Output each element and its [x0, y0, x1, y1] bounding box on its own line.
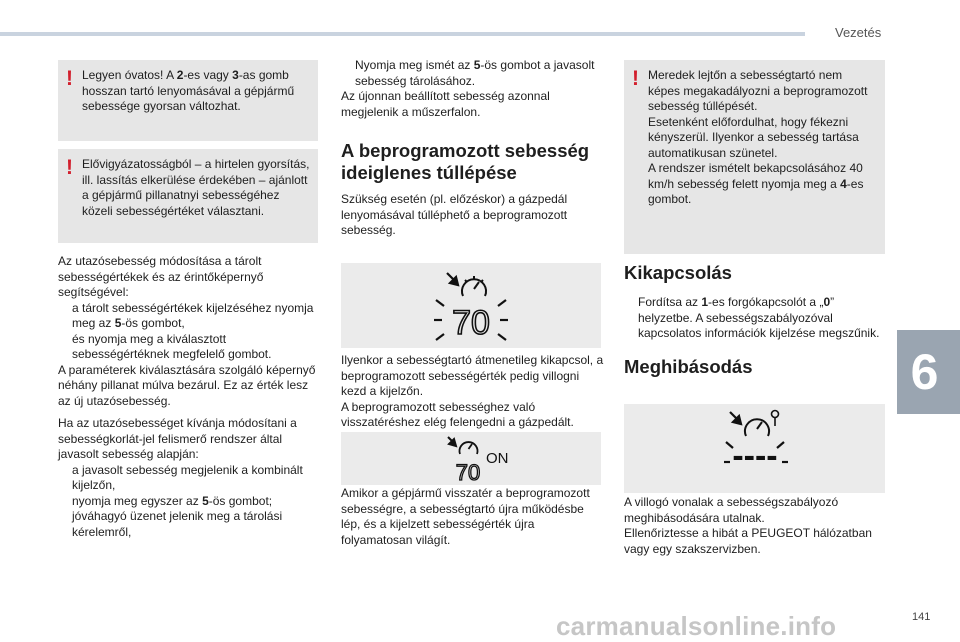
pedal-arrow-icon [448, 437, 456, 446]
bullet-icon [58, 332, 72, 363]
figure-speed-on [341, 432, 601, 485]
paragraph-deactivation [624, 295, 886, 342]
caption-malfunction: A villogó vonalak a sebességszabályozó meghibásodására utalnak. Ellenőriztesse a hibát a PEUGEOT hálózatban vagy egy szakszervizben. [624, 495, 872, 556]
bullet-icon [58, 494, 72, 541]
caption-overspeed: Ilyenkor a sebességtartó átmenetileg kikapcsol, a beprogramozott sebességérték pedig villogni kezd a kijelzőn. A beprogramozott sebességhez való visszatéréshez elég felengedni a gázpedált. [341, 353, 604, 429]
page-number: 141 [912, 611, 931, 623]
malfunction-display-illustration [624, 404, 885, 493]
warning-box-precaution [58, 149, 318, 243]
watermark: carmanualsonline.info [556, 611, 837, 641]
bullet-item: és nyomja meg a kiválasztott sebességértéknek megfelelő gombot. [58, 332, 322, 363]
speedometer-icon [745, 419, 769, 436]
speed-value-flashing: 70 [452, 304, 490, 342]
paragraph-touchscreen-change: Az utazósebesség módosítása a tárolt sebességértékek és az érintőképernyő segítségével: a tárolt sebességértékek kijelzéséhez nyomja meg az 5-ös gombot, és nyomja meg a kiválasztott sebességértéknek megfelelő gombot. A paraméterek kiválasztására szolgáló képernyő néhány pillanat múlva bezárul. Ez az érték lesz az új utazósebesség. [58, 254, 322, 409]
bullet-icon [341, 58, 355, 89]
caption-return-speed: Amikor a gépjármű visszatér a beprogramozott sebességre, a sebességtartó újra működésbe lép, és a kijelzett sebességérték újra folyamatosan világít. [341, 486, 590, 547]
speedometer-icon [462, 276, 486, 296]
bullet-item: a tárolt sebességértékek kijelzéséhez nyomja meg az 5-ös gombot, [58, 301, 322, 332]
page-header-title: Vezetés [835, 25, 882, 40]
section-heading-overspeed: A beprogramozott sebesség ideiglenes túllépése [341, 140, 590, 183]
section-heading-deactivation: Kikapcsolás [624, 262, 732, 283]
warning-text: Elővigyázatosságból – a hirtelen gyorsítás, ill. lassítás elkerülése érdekében – ajánlott a gépjármű pillanatnyi sebességéhez közeli sebességértéket választani. [82, 157, 310, 218]
warning-icon: ! [66, 67, 73, 90]
speed-display-illustration [341, 263, 601, 348]
figure-malfunction [624, 404, 885, 493]
chapter-number: 6 [910, 344, 939, 400]
header-rule [0, 32, 805, 36]
chapter-tab [897, 330, 960, 414]
warning-box-quick-change [58, 60, 318, 141]
warning-text: Meredek lejtőn a sebességtartó nem képes megakadályozni a beprogramozott sebesség túllépését. Esetenként előfordulhat, hogy fékezni kényszerül. Ilyenkor a sebesség tartása automatikusan szünetel. A rendszer ismételt bekapcsolásához 40 km/h sebesség felett nyomja meg a 4-es gombot. [648, 68, 868, 206]
speedometer-icon [460, 442, 478, 454]
service-wrench-icon [772, 411, 779, 427]
fault-dashes: ---- [732, 437, 778, 475]
bullet-icon [58, 301, 72, 332]
pedal-arrow-icon [730, 412, 741, 424]
bullet-icon [58, 463, 72, 494]
warning-icon: ! [66, 156, 73, 179]
paragraph-speed-limit-change: Ha az utazósebességet kívánja módosítani a sebességkorlát-jel felismerő rendszer által javasolt sebesség alapján: a javasolt sebesség megjelenik a kombinált kijelzőn, nyomja meg egyszer az 5-ös gombot; jóváhagyó üzenet jelenik meg a tárolási kérelemről, [58, 416, 322, 540]
speed-on-illustration [341, 432, 601, 485]
paragraph-overspeed-intro: Szükség esetén (pl. előzéskor) a gázpedál lenyomásával túlléphető a beprogramozott sebesség. [341, 192, 568, 237]
on-status: ON [486, 450, 509, 467]
paragraph-store-speed: Nyomja meg ismét az 5-ös gombot a javasolt sebesség tárolásához. Az újonnan beállított sebesség azonnal megjelenik a műszerfalon. [341, 58, 603, 120]
warning-text: Legyen óvatos! A 2-es vagy 3-as gomb hosszan tartó lenyomásával a gépjármű sebessége gyorsan változhat. [82, 68, 295, 113]
speed-value: 70 [455, 460, 481, 485]
bullet-icon [624, 295, 638, 342]
figure-speed-flashing [341, 263, 601, 348]
bullet-item: a javasolt sebesség megjelenik a kombinált kijelzőn, [58, 463, 322, 494]
bullet-item: Fordítsa az 1-es forgókapcsolót a „0” helyzetbe. A sebességszabályozóval kapcsolatos információk kijelzése megszűnik. [624, 295, 886, 342]
warning-box-slope [624, 60, 885, 254]
bullet-item: nyomja meg egyszer az 5-ös gombot; jóváhagyó üzenet jelenik meg a tárolási kérelemről, [58, 494, 322, 541]
section-heading-malfunction: Meghibásodás [624, 356, 753, 377]
bullet-item: Nyomja meg ismét az 5-ös gombot a javasolt sebesség tárolásához. [341, 58, 603, 89]
warning-icon: ! [632, 67, 639, 90]
pedal-arrow-icon [447, 273, 458, 285]
